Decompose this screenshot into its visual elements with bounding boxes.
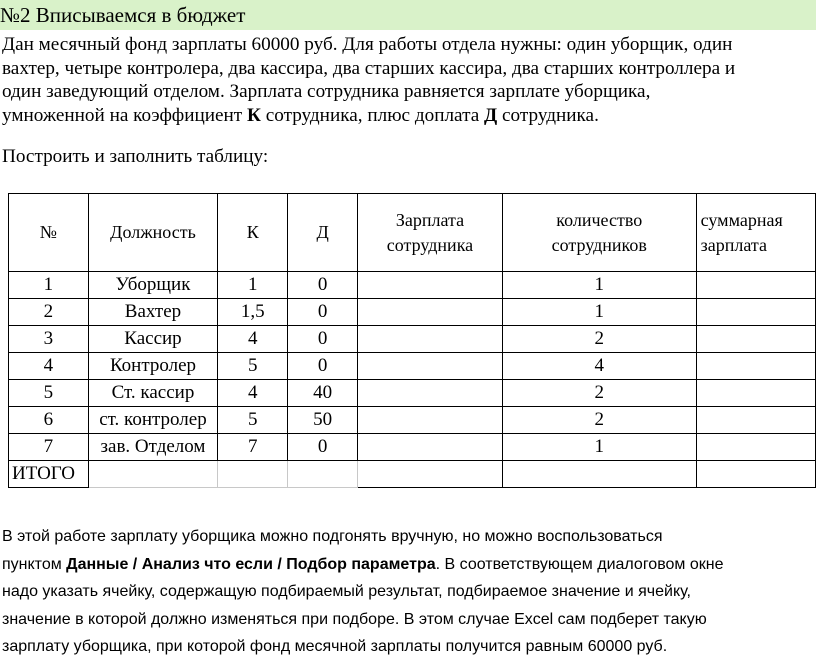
- cell-total: [696, 326, 815, 353]
- salary-table: [8, 193, 816, 488]
- cell-salary: [358, 326, 503, 353]
- cell-total: [696, 353, 815, 380]
- salary-table-wrap: [8, 193, 816, 495]
- cell-salary: [358, 299, 503, 326]
- task-text: сотрудника.: [497, 104, 599, 126]
- table-row: [9, 380, 816, 407]
- note-line: [2, 551, 814, 579]
- cell-k: 5: [218, 407, 288, 434]
- table-row: [9, 353, 816, 380]
- cell-position: Уборщик: [88, 272, 218, 299]
- title-bar: [0, 0, 816, 30]
- table-row: [9, 407, 816, 434]
- table-row: [9, 434, 816, 461]
- cell-num: 6: [9, 407, 89, 434]
- table-row: [9, 326, 816, 353]
- total-cell: [288, 461, 358, 488]
- cell-d: 0: [288, 272, 358, 299]
- table-instruction: Построить и заполнить таблицу:: [2, 146, 269, 167]
- table-header-row: [9, 194, 816, 272]
- cell-position: зав. Отделом: [88, 434, 218, 461]
- col-header-k: К: [218, 194, 288, 272]
- cell-k: 4: [218, 326, 288, 353]
- cell-d: 0: [288, 353, 358, 380]
- note-text: пунктом: [2, 555, 67, 573]
- table-row: [9, 272, 816, 299]
- task-line: один заведующий отделом. Зарплата сотрудника равняется зарплате уборщика,: [2, 81, 651, 102]
- cell-count: 1: [502, 299, 696, 326]
- col-header-num: №: [9, 194, 89, 272]
- col-header-count: количество сотрудников: [502, 194, 696, 272]
- col-header-total: суммарная зарплата: [696, 194, 815, 272]
- cell-count: 2: [502, 326, 696, 353]
- total-cell: [88, 461, 218, 488]
- col-header-d: Д: [288, 194, 358, 272]
- cell-salary: [358, 434, 503, 461]
- coef-k-bold: К: [247, 104, 261, 126]
- cell-num: 2: [9, 299, 89, 326]
- cell-d: 0: [288, 299, 358, 326]
- note-line: В этой работе зарплату уборщика можно подгонять вручную, но можно воспользоваться: [2, 528, 663, 545]
- cell-d: 50: [288, 407, 358, 434]
- cell-count: 4: [502, 353, 696, 380]
- menu-path-bold: Данные / Анализ что если / Подбор параметра: [66, 555, 436, 573]
- cell-total: [696, 407, 815, 434]
- task-text: умноженной на коэффициент: [2, 104, 247, 126]
- note-paragraph: [2, 523, 814, 661]
- cell-total: [696, 380, 815, 407]
- table-row: [9, 299, 816, 326]
- total-cell: [358, 461, 503, 488]
- total-cell: [502, 461, 696, 488]
- cell-count: 2: [502, 407, 696, 434]
- cell-k: 7: [218, 434, 288, 461]
- col-header-position: Должность: [88, 194, 218, 272]
- task-line: [2, 104, 814, 128]
- cell-salary: [358, 272, 503, 299]
- note-line: значение в которой должно изменяться при подборе. В этом случае Excel сам подберет такую: [2, 610, 707, 628]
- page-title: №2 Вписываемся в бюджет: [0, 3, 246, 27]
- bonus-d-bold: Д: [484, 104, 498, 126]
- cell-count: 1: [502, 434, 696, 461]
- note-line: зарплату уборщика, при которой фонд месячной зарплаты получится равным 60000 руб.: [2, 638, 668, 655]
- cell-total: [696, 434, 815, 461]
- cell-k: 1: [218, 272, 288, 299]
- cell-total: [696, 299, 815, 326]
- cell-salary: [358, 407, 503, 434]
- col-header-salary: Зарплата сотрудника: [358, 194, 503, 272]
- total-cell: [696, 461, 815, 488]
- cell-k: 1,5: [218, 299, 288, 326]
- cell-total: [696, 272, 815, 299]
- cell-d: 40: [288, 380, 358, 407]
- task-line: вахтер, четыре контролера, два кассира, два старших кассира, два старших контроллера и: [2, 57, 736, 79]
- cell-position: Кассир: [88, 326, 218, 353]
- cell-salary: [358, 380, 503, 407]
- cell-position: Контролер: [88, 353, 218, 380]
- cell-num: 7: [9, 434, 89, 461]
- cell-num: 1: [9, 272, 89, 299]
- cell-num: 5: [9, 380, 89, 407]
- cell-salary: [358, 353, 503, 380]
- cell-position: Ст. кассир: [88, 380, 218, 407]
- task-line: Дан месячный фонд зарплаты 60000 руб. Для работы отдела нужны: один уборщик, один: [2, 34, 733, 55]
- cell-k: 5: [218, 353, 288, 380]
- cell-num: 3: [9, 326, 89, 353]
- total-label: ИТОГО: [9, 461, 89, 488]
- cell-k: 4: [218, 380, 288, 407]
- task-paragraph: [2, 33, 814, 127]
- cell-position: ст. контролер: [88, 407, 218, 434]
- cell-d: 0: [288, 326, 358, 353]
- total-cell: [218, 461, 288, 488]
- cell-num: 4: [9, 353, 89, 380]
- note-line: надо указать ячейку, содержащую подбираемый результат, подбираемое значение и ячейку,: [2, 583, 691, 600]
- cell-count: 1: [502, 272, 696, 299]
- cell-position: Вахтер: [88, 299, 218, 326]
- note-text: . В соответствующем диалоговом окне: [435, 555, 724, 573]
- cell-d: 0: [288, 434, 358, 461]
- table-total-row: [9, 461, 816, 488]
- cell-count: 2: [502, 380, 696, 407]
- task-text: сотрудника, плюс доплата: [260, 104, 485, 126]
